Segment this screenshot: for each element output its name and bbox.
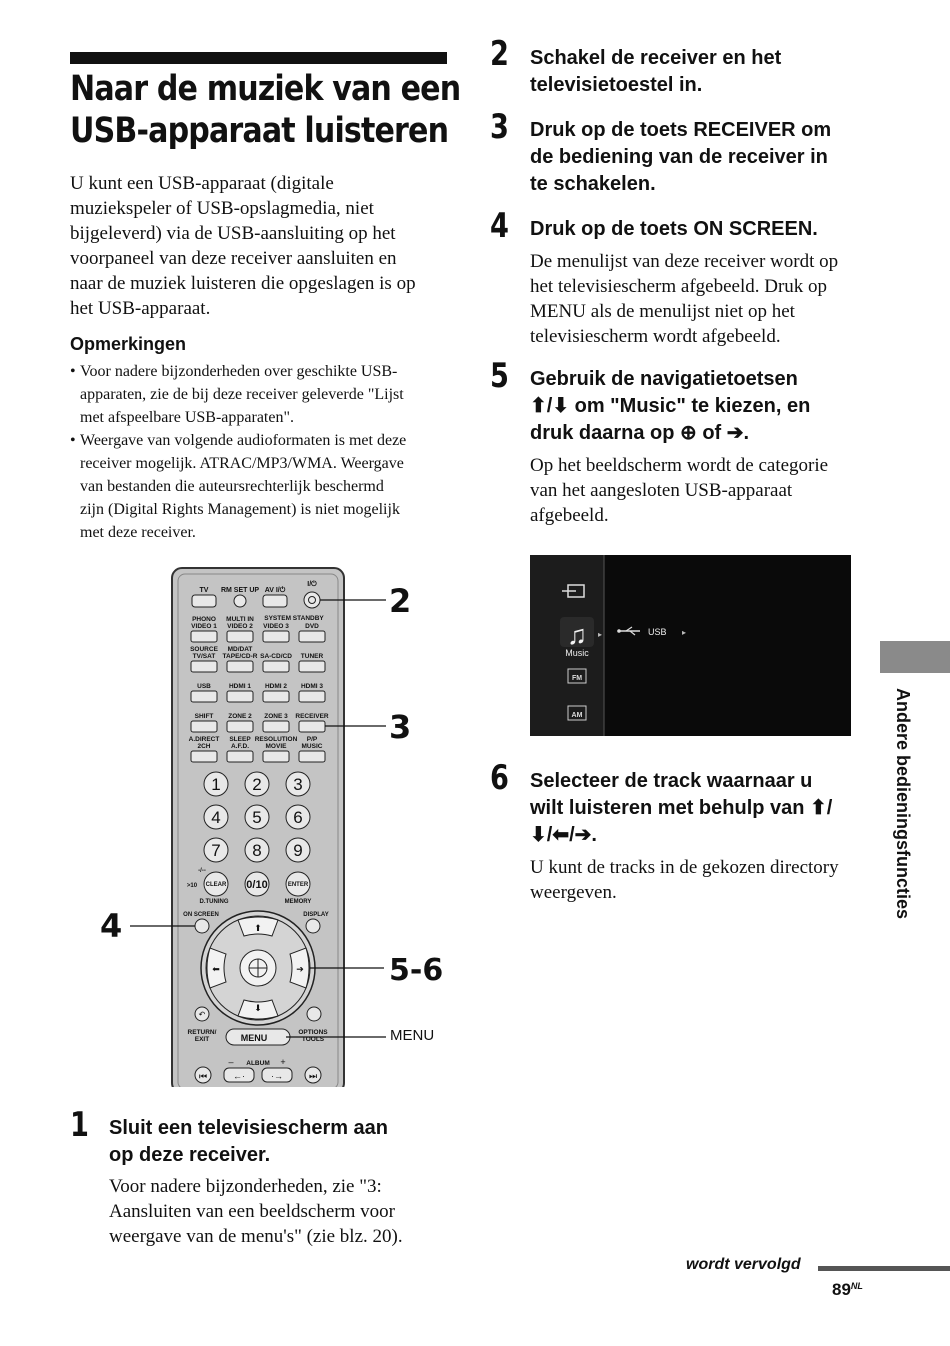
label-dash: -/-- (198, 868, 206, 874)
next-icon: ⏭ (308, 1071, 318, 1081)
step-4-body (530, 249, 870, 349)
step-title-line: Schakel de receiver en het (530, 47, 782, 69)
notes-list (70, 360, 450, 544)
callout-menu: MENU (390, 1027, 435, 1044)
page-number-value: 89 (832, 1280, 851, 1299)
label-tuner: TUNER (300, 653, 324, 660)
label-tape-cdr: TAPE/CD-R (222, 653, 258, 660)
label-receiver: RECEIVER (295, 713, 329, 720)
label-phono: PHONO (192, 616, 216, 623)
step-1-number: 1 (70, 1105, 89, 1145)
label-menu: MENU (240, 1033, 268, 1043)
label-multi-in: MULTI IN (226, 616, 254, 623)
step-title-line: Druk op de toets RECEIVER om (530, 119, 832, 141)
nav-left-icon: ⬅ (212, 964, 220, 974)
step-6-number: 6 (490, 758, 509, 798)
callout-5-6: 5-6 (389, 953, 444, 988)
step-body-line: MENU als de menulijst niet op het (530, 301, 795, 322)
label-on-screen: ON SCREEN (183, 912, 219, 918)
tape-cdr-button (227, 661, 253, 672)
dvd-button (299, 631, 325, 642)
step-5-body (530, 453, 870, 528)
label-hdmi1: HDMI 1 (228, 683, 252, 690)
step-body-line: het televisiescherm afgebeeld. Druk op (530, 276, 828, 297)
step-body-line: afgebeeld. (530, 505, 609, 526)
fm-label: FM (571, 675, 583, 682)
continued-rule (818, 1266, 950, 1271)
prev-icon: ⏮ (198, 1071, 208, 1081)
digit-0: 0/10 (246, 879, 268, 891)
label-gt10: >10 (186, 883, 198, 889)
intro-line: het USB-apparaat. (70, 298, 211, 319)
note-line: Voor nadere bijzonderheden over geschikte USB- (80, 363, 398, 380)
intro-paragraph (70, 171, 450, 321)
label-video3: VIDEO 3 (263, 623, 289, 630)
nav-right-icon: ➔ (296, 964, 304, 974)
label-music: MUSIC (301, 743, 323, 750)
video1-button (191, 631, 217, 642)
2ch-button (191, 751, 217, 762)
label-shift: SHIFT (194, 713, 214, 720)
nav-down-icon: ⬇ (254, 1003, 262, 1013)
label-usb: USB (197, 683, 211, 690)
label-zone2: ZONE 2 (228, 713, 252, 720)
tv-button (192, 595, 216, 607)
step-5-number: 5 (490, 356, 509, 396)
step-title-line: te schakelen. (530, 173, 656, 195)
intro-line: muziekspeler of USB-opslagmedia, niet (70, 198, 374, 219)
sa-cd-button (263, 661, 289, 672)
music-label: Music (565, 648, 589, 658)
page-number (832, 1280, 863, 1300)
label-enter: ENTER (287, 882, 309, 888)
step-title-line: wilt luisteren met behulp van ⬆/ (530, 797, 833, 819)
page-title (70, 68, 461, 152)
chapter-tab (880, 641, 950, 673)
label-zone3: ZONE 3 (264, 713, 288, 720)
label-av: AV I/⏻ (264, 587, 286, 594)
step-2-number: 2 (490, 34, 509, 74)
step-1-body (109, 1174, 449, 1249)
afd-button (227, 751, 253, 762)
music-button (299, 751, 325, 762)
zone3-button (263, 721, 289, 732)
power-button (304, 592, 320, 608)
chapter-label: Andere bedieningsfuncties (893, 688, 913, 920)
note-line: Weergave van volgende audioformaten is met deze (80, 432, 407, 449)
intro-line: naar de muziek luisteren die opgeslagen is op (70, 273, 416, 294)
bullet: • (70, 432, 76, 449)
notes-heading: Opmerkingen (70, 334, 187, 354)
step-title-line: Selecteer de track waarnaar u (530, 770, 813, 792)
note-line: zijn (Digital Rights Management) is niet mogelijk (80, 501, 400, 518)
label-album-plus: + (280, 1057, 286, 1067)
digit-6: 6 (293, 808, 303, 827)
step-title-line: Sluit een televisiescherm aan (109, 1117, 389, 1139)
display-button (306, 919, 320, 933)
step-title-line: ⬆/⬇ om "Music" te kiezen, en (530, 395, 811, 417)
step-body-line: Voor nadere bijzonderheden, zie "3: (109, 1176, 382, 1197)
av-power-button (263, 595, 287, 607)
intro-line: bijgeleverd) via de USB-aansluiting op het (70, 223, 396, 244)
label-hdmi2: HDMI 2 (264, 683, 288, 690)
label-return: RETURN/ (187, 1029, 217, 1036)
usb-button (191, 691, 217, 702)
step-title-line: televisietoestel in. (530, 74, 703, 96)
digit-2: 2 (252, 775, 262, 794)
label-rm-set-up: RM SET UP (220, 587, 260, 594)
remote-illustration (100, 562, 450, 1087)
note-line: met deze receiver. (80, 524, 196, 541)
tv-screen-illustration (530, 555, 851, 736)
callout-4: 4 (100, 907, 123, 945)
arrow-icon: ▸ (682, 628, 687, 637)
callout-3: 3 (389, 708, 412, 746)
digit-1: 1 (211, 775, 221, 794)
note-item (70, 429, 450, 544)
label-source: SOURCE (190, 646, 218, 653)
step-title-line: druk daarna op ⊕ of ➔. (530, 422, 750, 444)
step-body-line: Aansluiten van een beeldscherm voor (109, 1201, 395, 1222)
on-screen-button (195, 919, 209, 933)
step-body-line: weergave van de menu's" (zie blz. 20). (109, 1226, 403, 1247)
step-title-line: Druk op de toets ON SCREEN. (530, 218, 818, 240)
step-3-number: 3 (490, 107, 509, 147)
digit-3: 3 (293, 775, 303, 794)
digit-8: 8 (252, 841, 262, 860)
label-afd: A.F.D. (230, 743, 250, 750)
step-title-line: Gebruik de navigatietoetsen (530, 368, 798, 390)
step-4-title (530, 216, 870, 243)
step-4-number: 4 (490, 206, 509, 246)
step-body-line: U kunt de tracks in de gekozen directory (530, 857, 839, 878)
shift-button (191, 721, 217, 732)
label-video1: VIDEO 1 (191, 623, 217, 630)
rm-set-up-button (234, 595, 246, 607)
usb-label: USB (648, 627, 667, 637)
digit-5: 5 (252, 808, 262, 827)
label-clear: CLEAR (205, 882, 227, 888)
label-md-dat: MD/DAT (227, 646, 253, 653)
nav-up-icon: ⬆ (254, 923, 262, 933)
note-line: van bestanden die auteursrechterlijk beschermd (80, 478, 384, 495)
note-line: apparaten, zie de bij deze receiver geleverde "Lijst (80, 386, 404, 403)
step-6-title (530, 768, 870, 849)
am-label: AM (571, 712, 583, 719)
label-sleep: SLEEP (229, 736, 251, 743)
label-power: I/⏻ (307, 581, 317, 588)
note-item (70, 360, 450, 429)
title-line: Naar de muziek van een (70, 69, 461, 109)
step-body-line: Op het beeldscherm wordt de categorie (530, 455, 829, 476)
step-body-line: van het aangesloten USB-apparaat (530, 480, 793, 501)
label-d-tuning: D.TUNING (199, 899, 229, 905)
label-tools: TOOLS (301, 1036, 325, 1043)
step-body-line: televisiescherm wordt afgebeeld. (530, 326, 781, 347)
receiver-button (299, 721, 325, 732)
step-3-title (530, 117, 870, 198)
bullet: • (70, 363, 76, 380)
options-button (307, 1007, 321, 1021)
title-line: USB-apparaat luisteren (70, 111, 449, 151)
label-resolution: RESOLUTION (254, 736, 298, 743)
video2-button (227, 631, 253, 642)
label-album-minus: – (228, 1057, 234, 1067)
step-6-body (530, 855, 870, 905)
note-line: met afspeelbare USB-apparaten". (80, 409, 294, 426)
step-body-line: De menulijst van deze receiver wordt op (530, 251, 839, 272)
digit-9: 9 (293, 841, 303, 860)
label-hdmi3: HDMI 3 (300, 683, 324, 690)
continued-label: wordt vervolgd (686, 1256, 801, 1273)
label-movie: MOVIE (265, 743, 287, 750)
hdmi3-button (299, 691, 325, 702)
digit-7: 7 (211, 841, 221, 860)
intro-line: voorpaneel van deze receiver aansluiten en (70, 248, 397, 269)
hdmi2-button (263, 691, 289, 702)
label-video2: VIDEO 2 (227, 623, 253, 630)
hdmi1-button (227, 691, 253, 702)
label-album: ALBUM (246, 1060, 270, 1067)
step-2-title (530, 45, 870, 99)
zone2-button (227, 721, 253, 732)
arrow-icon: ▸ (598, 630, 603, 639)
label-options: OPTIONS (298, 1029, 328, 1036)
note-line: receiver mogelijk. ATRAC/MP3/WMA. Weergave (80, 455, 404, 472)
label-tv: TV (199, 587, 209, 594)
step-title-line: ⬇/⬅/➔. (530, 824, 597, 846)
usb-icon (617, 627, 640, 635)
album-minus-icon: ←· (233, 1071, 245, 1081)
label-dvd: DVD (305, 623, 319, 630)
label-system-standby: SYSTEM STANDBY (264, 615, 324, 622)
music-note-icon (560, 617, 594, 650)
album-plus-icon: ·→ (271, 1071, 283, 1081)
label-a-direct: A.DIRECT (188, 736, 220, 743)
tv-sat-button (191, 661, 217, 672)
label-memory: MEMORY (284, 899, 312, 905)
step-title-line: op deze receiver. (109, 1144, 271, 1166)
svg-text:♫: ♫ (566, 620, 588, 650)
video3-button (263, 631, 289, 642)
intro-line: U kunt een USB-apparaat (digitale (70, 173, 334, 194)
return-icon: ↶ (198, 1010, 206, 1019)
callout-2: 2 (389, 582, 412, 620)
step-5-title (530, 366, 870, 447)
label-2ch: 2CH (197, 743, 211, 750)
step-body-line: weergeven. (530, 882, 617, 903)
step-title-line: de bediening van de receiver in (530, 146, 828, 168)
page-language-suffix: NL (850, 1281, 863, 1291)
label-sa-cd-cd: SA-CD/CD (260, 653, 292, 660)
step-1-title (109, 1115, 449, 1169)
label-tv-sat: TV/SAT (192, 653, 216, 660)
label-display: DISPLAY (303, 912, 329, 918)
tuner-button (299, 661, 325, 672)
label-pip: P/P (306, 736, 318, 743)
label-exit: EXIT (194, 1036, 210, 1043)
heading-rule (70, 52, 447, 64)
digit-4: 4 (211, 808, 221, 827)
movie-button (263, 751, 289, 762)
